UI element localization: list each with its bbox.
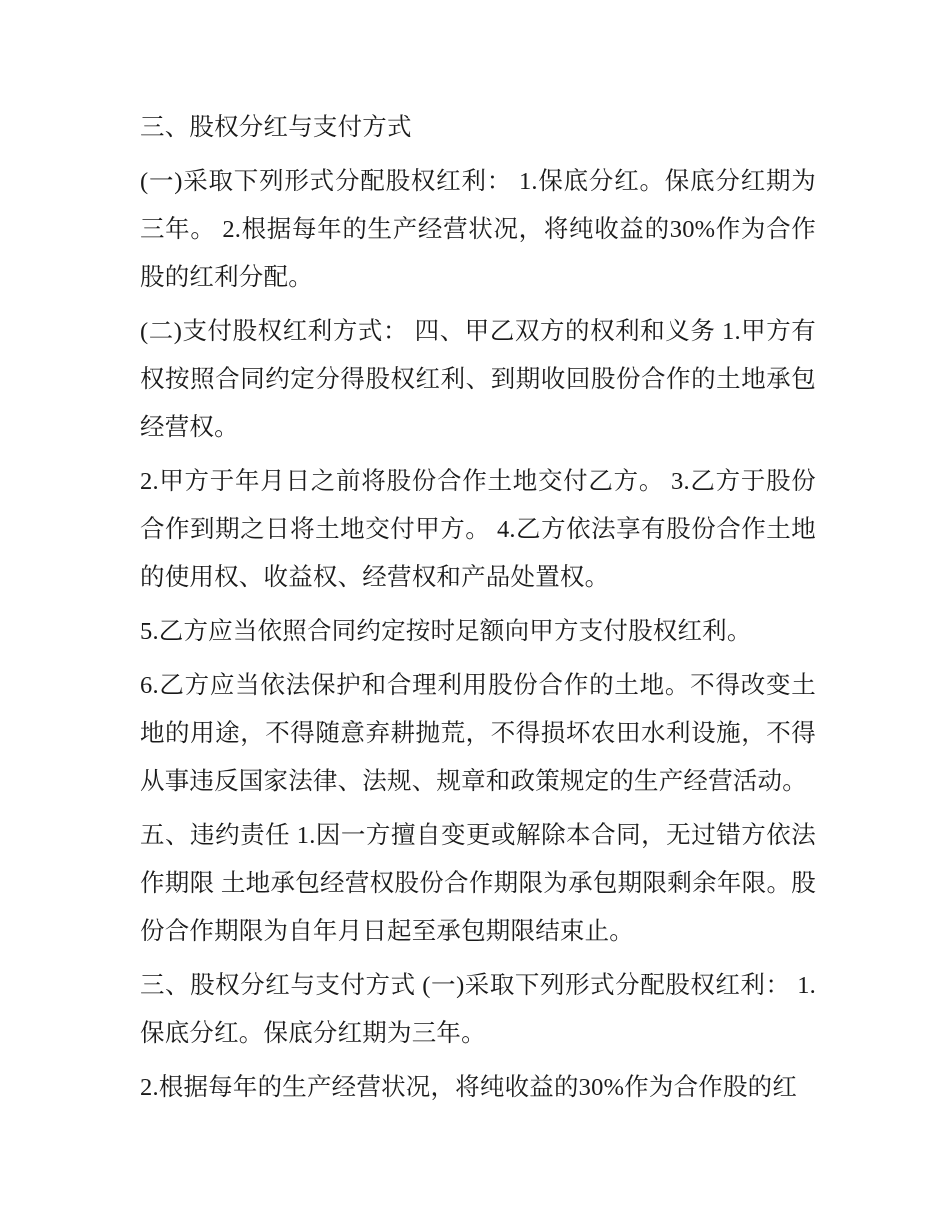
- document-body: [140, 104, 816, 1112]
- paragraph-dividend-forms: (一)采取下列形式分配股权红利： 1.保底分红。保底分红期为三年。 2.根据每年的生产经营状况，将纯收益的30%作为合作股的红利分配。: [140, 168, 816, 291]
- paragraph-profit-share-repeat: 2.根据每年的生产经营状况，将纯收益的30%作为合作股的红: [140, 1074, 798, 1101]
- paragraph-payment-method: (二)支付股权红利方式： 四、甲乙双方的权利和义务 1.甲方有权按照合同约定分得股权红利、到期收回股份合作的土地承包经营权。: [140, 318, 816, 441]
- paragraph-section-three-heading: 三、股权分红与支付方式: [140, 114, 412, 141]
- paragraph-land-delivery: 2.甲方于年月日之前将股份合作土地交付乙方。 3.乙方于股份合作到期之日将土地交付甲方。 4.乙方依法享有股份合作土地的使用权、收益权、经营权和产品处置权。: [140, 468, 816, 591]
- paragraph-breach-liability: 五、违约责任 1.因一方擅自变更或解除本合同，无过错方依法作期限 土地承包经营权股份合作期限为承包期限剩余年限。股份合作期限为自年月日起至承包期限结束止。: [140, 822, 816, 945]
- paragraph-land-protection-duty: 6.乙方应当依法保护和合理利用股份合作的土地。不得改变土地的用途，不得随意弃耕抛荒，不得损坏农田水利设施，不得从事违反国家法律、法规、规章和政策规定的生产经营活动。: [140, 672, 816, 795]
- paragraph-section-three-repeat: 三、股权分红与支付方式 (一)采取下列形式分配股权红利： 1.保底分红。保底分红期为三年。: [140, 972, 816, 1047]
- paragraph-dividend-payment-duty: 5.乙方应当依照合同约定按时足额向甲方支付股权红利。: [140, 618, 752, 645]
